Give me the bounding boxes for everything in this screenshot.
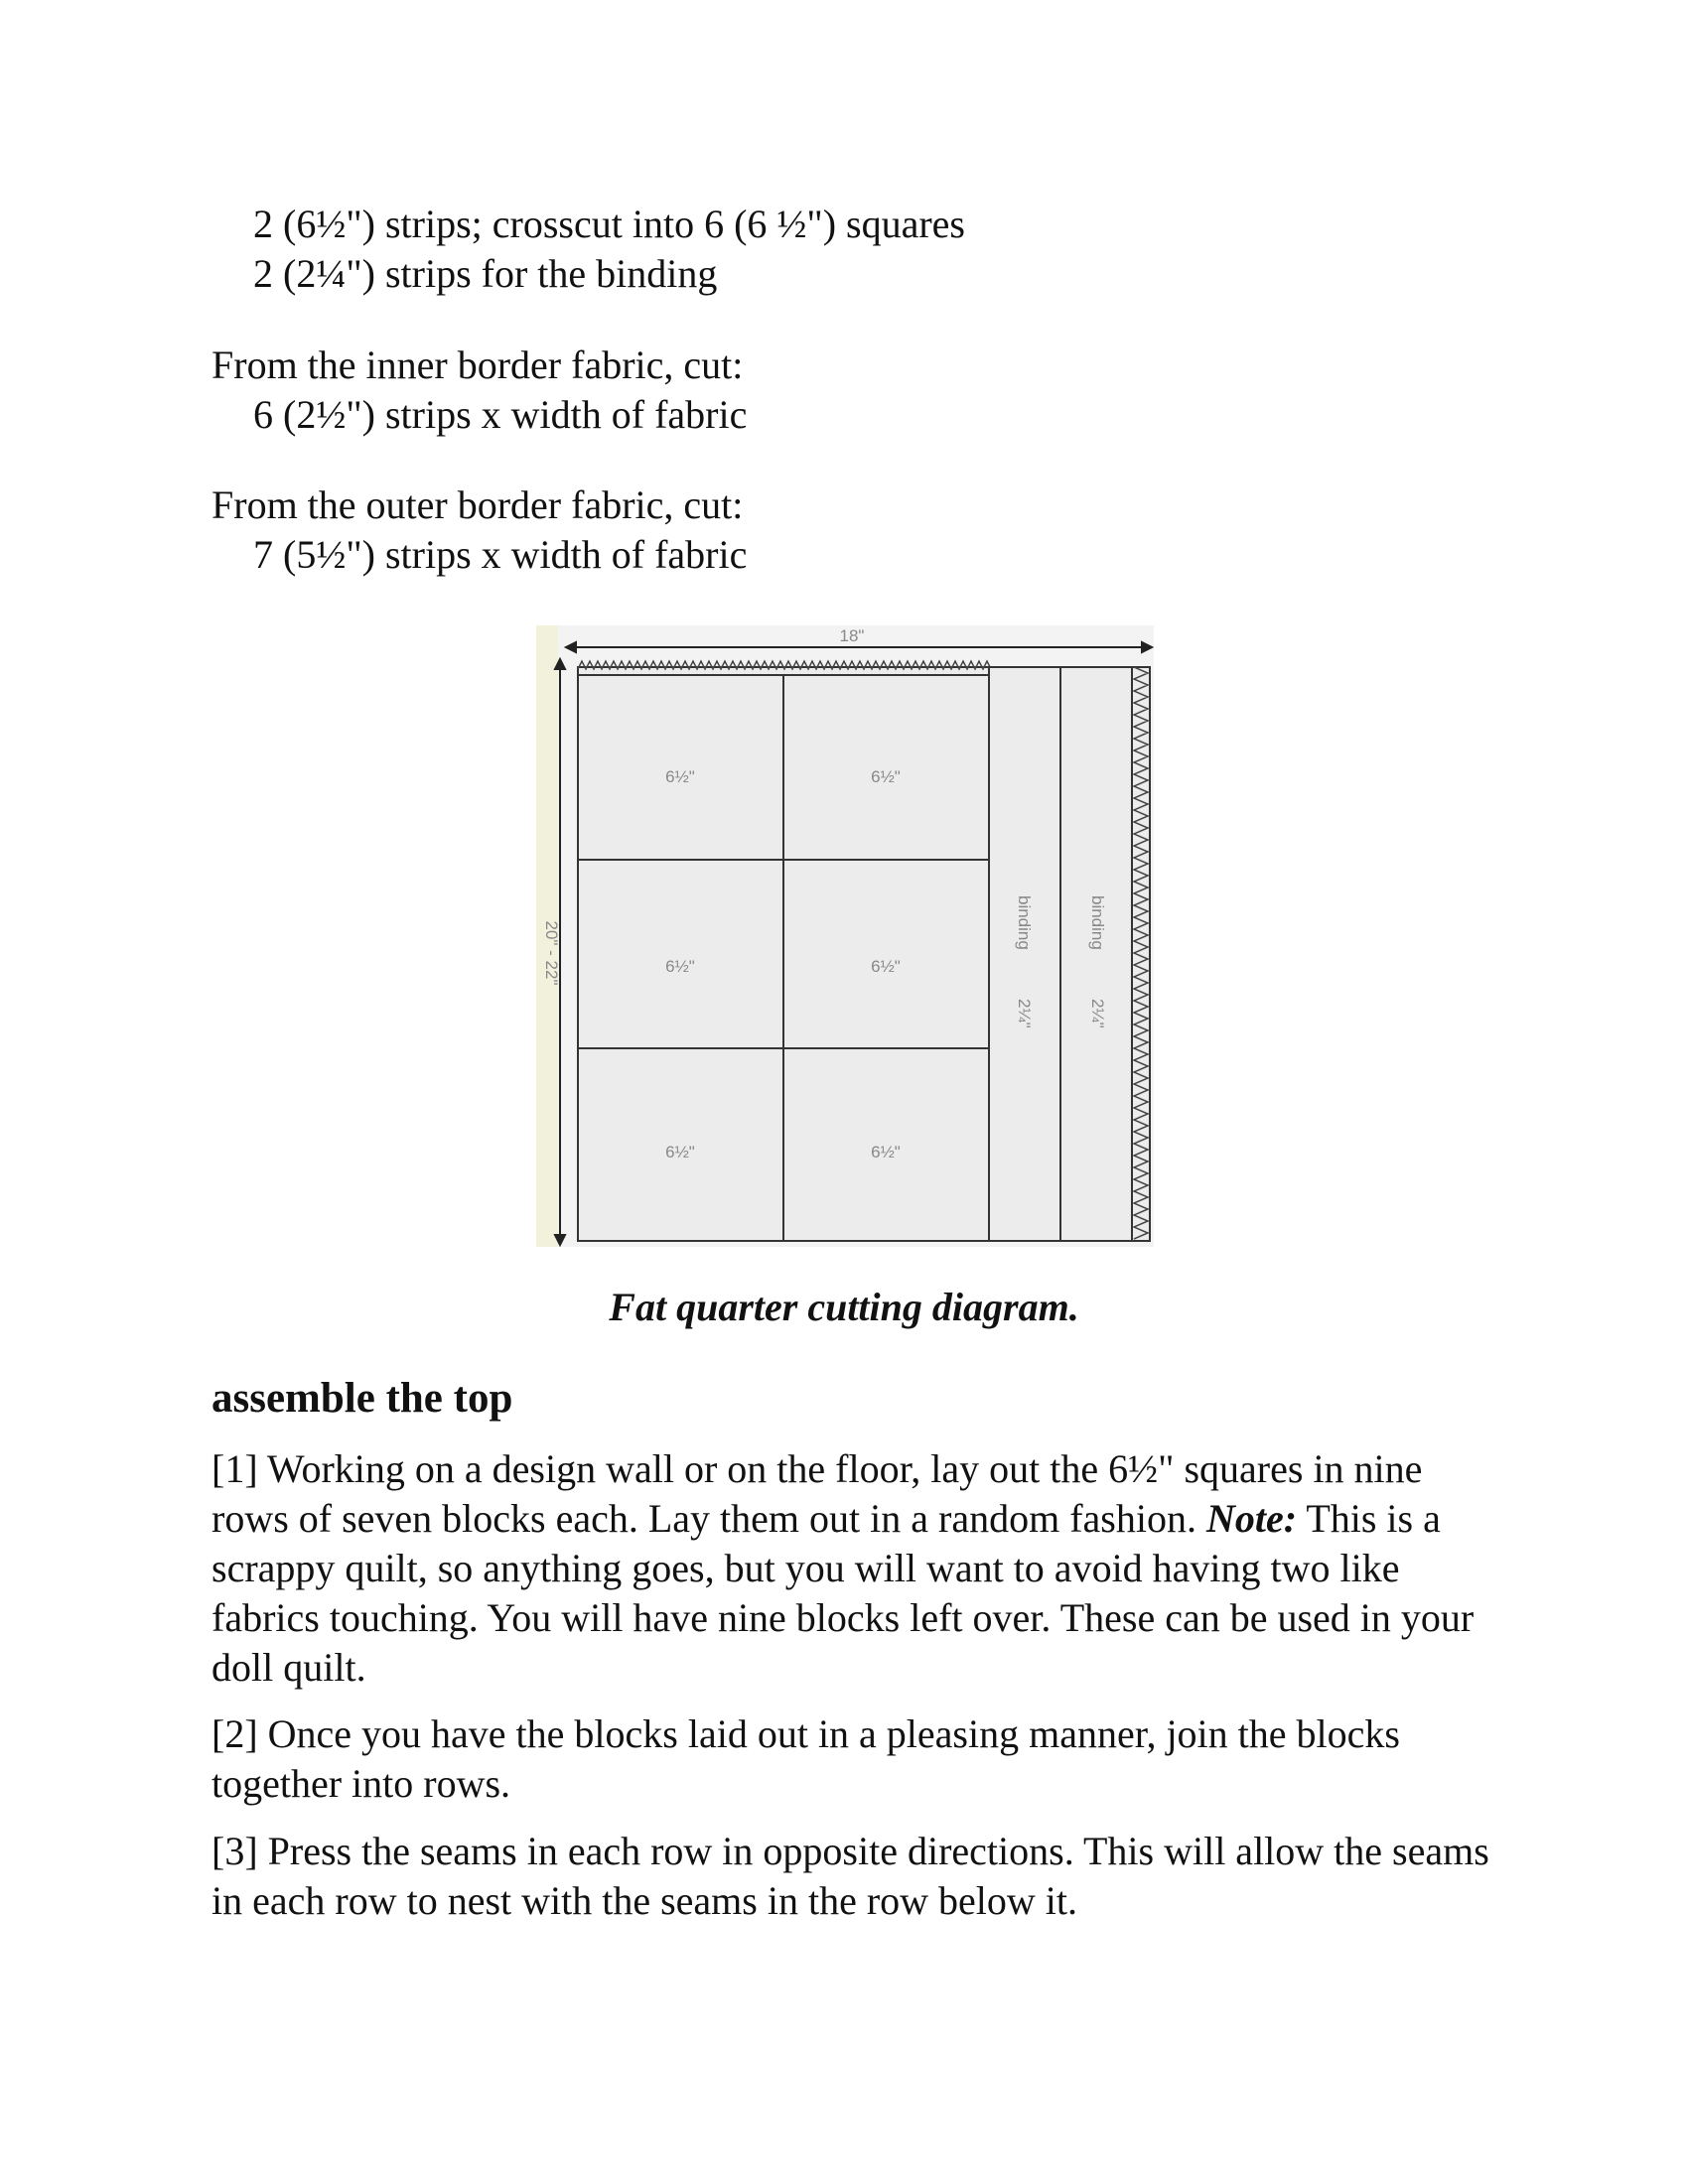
step-3 [211, 1827, 1502, 1926]
square-label: 6½" [665, 957, 695, 976]
note-label: Note: [1205, 1496, 1298, 1541]
outer-border-heading: From the outer border fabric, cut: [211, 482, 744, 527]
diagram-caption: Fat quarter cutting diagram. [609, 1285, 1079, 1329]
step-text: Working on a design wall or on the floor, lay out the 6½" squares in nine rows of seven blocks each. Lay them out in a random fashion. [211, 1446, 1423, 1541]
square-label: 6½" [665, 767, 695, 786]
step-number: [3] [211, 1829, 258, 1873]
square-r2-c1 [578, 860, 783, 1048]
outer-border-item: 7 (5½") strips x width of fabric [253, 532, 748, 577]
step-text: This is a scrappy quilt, so anything goes, but you will want to avoid having two like fabrics touching. You will have nine blocks left over. These can be used in your doll quilt. [211, 1496, 1475, 1690]
binding-label: binding [1015, 895, 1034, 950]
fat-quarter-cutting-diagram [536, 625, 1154, 1247]
step-1 [211, 1444, 1502, 1693]
inner-border-heading: From the inner border fabric, cut: [211, 342, 744, 387]
height-label: 20" - 22" [542, 920, 561, 986]
square-label: 6½" [871, 767, 901, 786]
binding-size-label: 2¼" [1088, 999, 1107, 1028]
step-number: [2] [211, 1711, 258, 1756]
step-text: Once you have the blocks laid out in a pleasing manner, join the blocks together into rows. [211, 1711, 1400, 1806]
square-label: 6½" [871, 957, 901, 976]
section-heading: assemble the top [211, 1375, 513, 1422]
cut-line-squares: 2 (6½") strips; crosscut into 6 (6 ½") squares [253, 202, 965, 246]
square-r2-c2 [783, 860, 989, 1048]
step-2 [211, 1709, 1502, 1809]
square-label: 6½" [871, 1143, 901, 1161]
binding-strip-2 [1060, 667, 1132, 1241]
binding-size-label: 2¼" [1015, 999, 1034, 1028]
step-text: Press the seams in each row in opposite directions. This will allow the seams in each row to nest with the seams in the row below it. [211, 1829, 1489, 1923]
inner-border-item: 6 (2½") strips x width of fabric [253, 392, 748, 437]
step-number: [1] [211, 1446, 258, 1491]
cut-line-binding: 2 (2¼") strips for the binding [253, 251, 718, 296]
square-label: 6½" [665, 1143, 695, 1161]
binding-strip-1 [989, 667, 1060, 1241]
width-label: 18" [839, 626, 865, 645]
binding-label: binding [1088, 895, 1107, 950]
